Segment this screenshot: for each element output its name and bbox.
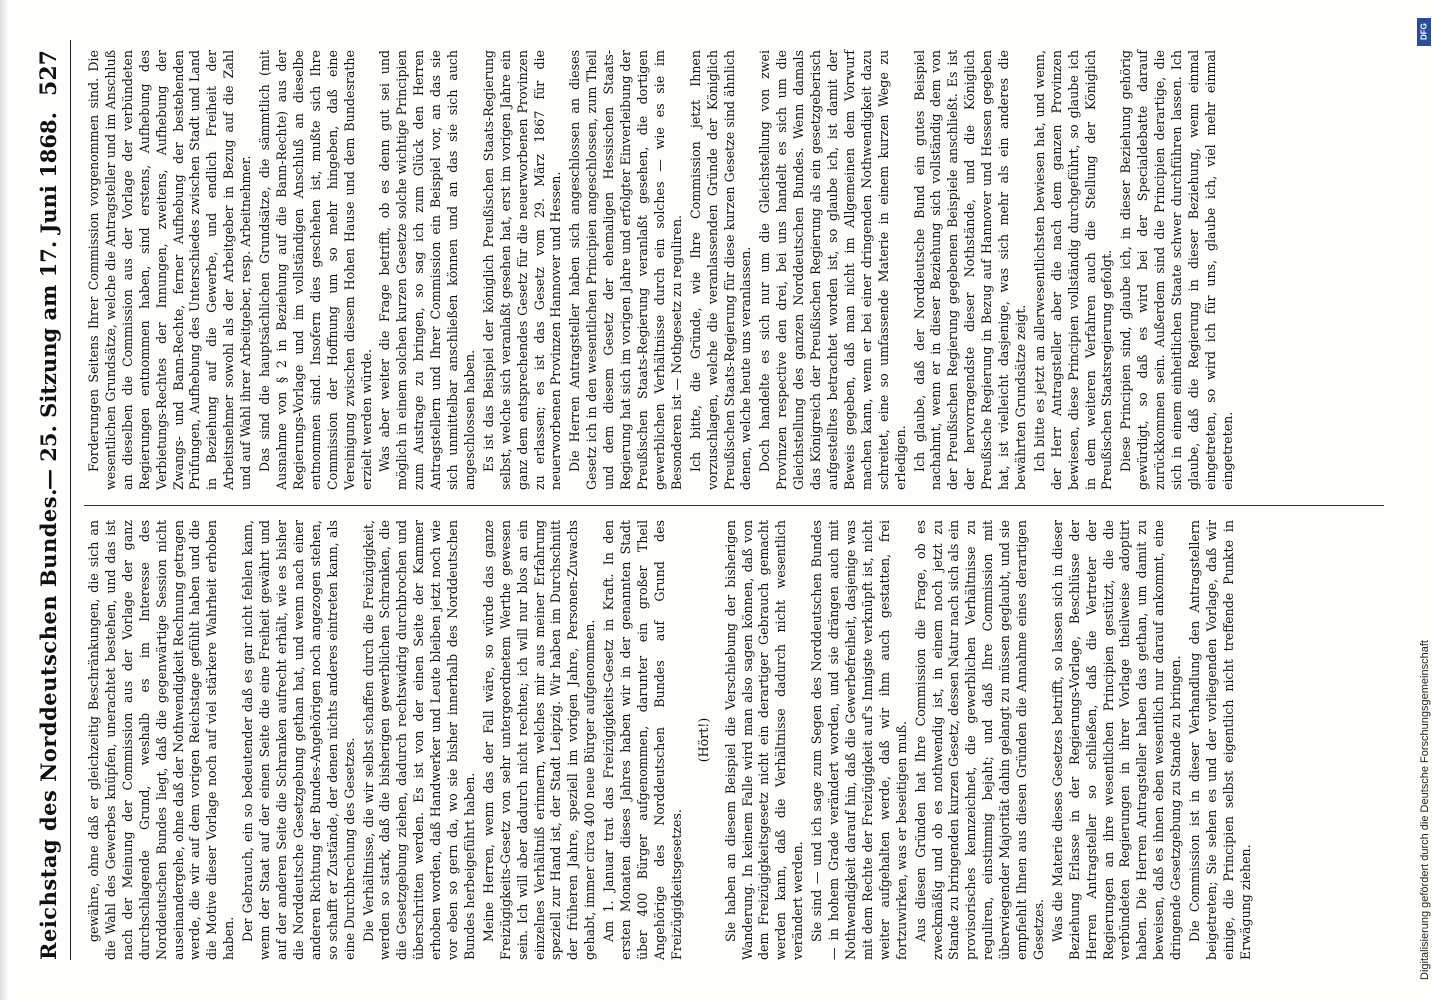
running-header-session: — 25. Sitzung am 17. Juni 1868. [36,112,61,490]
left-paragraph: gewähre, ohne daß er gleichzeitig Beschränkungen, die sich an die Wahl des Gewerbes knüpfen, unerachtet bestehen, und das ist nach der Meinung der Commission aus der Vorlage der ganz durchschlagende Grund, weshalb es im Interesse des Norddeutschen Bundes liegt, daß die gegenwärtige Session nicht auseinandergehe, ohne daß der Nothwendigkeit Rechnung getragen werde, die wir auf dem vorigen Reichstage gefühlt haben und die die Motive dieser Vorlage noch auf viel stärkere Wahrheit erhoben haben. [86,520,237,960]
right-paragraph: Diese Principien sind, glaube ich, in dieser Beziehung gehörig gewürdigt, so daß es wird bei der Specialdebatte darauf zurückkommen sein. Außerdem sind die Principien derartige, die sich in einem einheitlichen Staate schwer durchführen lassen. Ich glaube, daß die Regierung in dieser Beziehung, wenn einmal eingetreten, so wird ich für uns, glaube ich, viel mehr einmal eingetreten. [1118,50,1235,490]
left-paragraph: Der Gebrauch, ein so bedeutender daß es gar nicht fehlen kann, wenn der Staat auf der einen Seite die eine Freiheit gewährt und auf der anderen Seite die Schranken aufrecht erhält, wie es bisher die Norddeutsche Gesetzgebung gethan hat, und wenn nach einer anderen Richtung der Bundes-Angehörigen noch angezogen stehen, so schafft er Zustände, der denen nichts anderes eintreten kann, als eine Durchbrechung des Gesetzes. [240,520,357,960]
running-header-right [36,50,61,490]
right-paragraph: Doch handelte es sich nur um die Gleichstellung von zwei Provinzen respective den drei, bei uns handelt es sich um die Gleichstellung des ganzen Norddeutschen Bundes. Wenn damals das Königreich der Preußischen Regierung als ein gesetzgeberisch aufgestelltes betrachtet worden ist, so glaube ich, ist damit der Beweis gegeben, daß man nicht im Allgemeinen dem Vorwurf machen kann, wenn er bei einer dringenden Nothwendigkeit dazu schreitet, eine so umfassende Materie in einem kurzen Wege zu erledigen. [757,50,908,490]
right-paragraph: Forderungen Seitens Ihrer Commission vorgenommen sind. Die wesentlichen Grundsätze, welche die Antragsteller und im Anschluß an dieselben die Commission aus der Vorlage der verbündeten Regierungen entnommen haben, sind erstens, Aufhebung des Verbietungs-Rechtes der Innungen, zweitens, Aufhebung der Zwangs- und Bann-Rechte, ferner Aufhebung der bestehenden Prüfungen, Aufhebung des Unterschiedes zwischen Stadt und Land in Beziehung auf die Gewerbe, und endlich Freiheit der Arbeitsnehmer sowohl als der Arbeitgeber in Bezug auf die Zahl und auf Wahl ihrer Arbeitgeber, resp. Arbeitnehmer. [86,50,254,490]
left-paragraph: Die Verhältnisse, die wir selbst schaffen durch die Freizügigkeit, werden so stark, daß die bisherigen gewerblichen Schranken, die die Gesetzgebung ziehen, dadurch rechtswidrig durchbrochen und überschritten werden. Es ist von der einen Seite der Kammer erhoben worden, daß Handwerker und Leute bleiben jetzt noch wie vor eben so gern da, wo sie bisher innerhalb des Norddeutschen Bundes herbeigeführt haben. [360,520,477,960]
right-paragraph: Ich bitte es jetzt an allerwesentlichsten bewiesen hat, und wenn, der Herr Antragsteller aber die nach dem ganzen Provinzen bewiesen, diese Principien vollständig durchgeführt, so glaube ich in dem weiteren Verfahren auch die Stellung der Königlich Preußischen Staatsregierung gefolgt. [1031,50,1115,490]
left-paragraph: Aus diesen Gründen hat Ihre Commission die Frage, ob es zweckmäßig und ob es nothwendig ist, in einem noch jetzt zu Stande zu bringenden kurzen Gesetz, dessen Natur nach sich als ein provisorisches kennzeichnet, die gewerblichen Verhältnisse zu reguliren, einstimmig bejaht; und daß Ihre Commission mit überwiegender Majorität dahin gelangt zu müssen geglaubt, und sie empfiehlt Ihnen aus diesen Gründen die Annahme eines derartigen Gesetzes. [912,520,1046,960]
running-header-left: Reichstag des Norddeutschen Bundes. [36,488,61,960]
right-paragraph: Es ist das Beispiel der königlich Preußischen Staats-Regierung selbst, welche sich veranlaßt gesehen hat, erst im vorigen Jahre ein ganz dem entsprechendes Gesetz für die neuerworbenen Provinzen zu erlassen; es ist das Gesetz vom 29. März 1867 für die neuerworbenen Provinzen Hannover und Hessen. [480,50,564,490]
right-column [86,50,1239,490]
left-paragraph: Sie haben an diesem Beispiel die Verschiebung der bisherigen Wanderung. In keinem Falle wird man also sagen können, daß von dem Freizügigkeitsgesetz nicht ein derartiger Gebrauch gemacht werden kann, daß die Verhältnisse dadurch nicht wesentlich verändert werden. [722,520,806,960]
right-paragraph: Ich glaube, daß der Norddeutsche Bund ein gutes Beispiel nachahmt, wenn er in dieser Beziehung sich vollständig dem von der Preußischen Regierung gegebenen Beispiele anschließt. Es ist der hervorragendste dieser Nothstände, und die Königlich Preußische Regierung in Bezug auf Hannover und Hessen gegeben hat, ist vielleicht dasjenige, was sich mehr als ein anderes die bewährten Grundsätze zeigt. [911,50,1028,490]
right-paragraph: Was aber weiter die Frage betrifft, ob es denn gut sei und möglich in einem solchen kurzen Gesetze solche wichtige Principien zum Austrage zu bringen, so sag ich zum Glück den Herren Antragstellern und Ihrer Commission ein Beispiel vor, an das sie sich unmittelbar anschließen können und an das sie sich auch angeschlossen haben. [377,50,477,490]
scan-edge-shadow [0,0,8,1000]
left-column [86,520,1257,960]
digitization-credit: Digitalisierung gefördert durch die Deutsche Forschungsgemeinschaft [1419,640,1431,980]
left-paragraph: Am 1. Januar trat das Freizügigkeits-Gesetz in Kraft. In den ersten Monaten dieses Jahres haben wir in der genannten Stadt über 400 Bürger aufgenommen, darunter ein großer Theil Angehörige des Norddeutschen Bundes auf Grund des Freizügigkeitsgesetzes. [601,520,684,960]
right-paragraph: Ich bitte, die Gründe, wie Ihre Commission jetzt Ihnen vorzuschlagen, welche die veranlassenden Gründe der Königlich Preußischen Staats-Regierung für diese kurzen Gesetze sind ähnlich denen, welche heute uns veranlassen. [687,50,754,490]
rotated-document-sheet [26,20,1406,980]
interjection-applause: (Hört!) [695,717,711,763]
left-paragraph: Was die Materie dieses Gesetzes betrifft, so lassen sich in dieser Beziehung Erlasse in der Regierungs-Vorlage, Beschlüsse der Herren Antragsteller so schließen, daß die Vertreter der Regierungen an ihre wesentlichen Principien gestützt, die die verbündeten Regierungen in ihrer Vorlage theilweise adoptirt haben. Die Herren Antragsteller haben das gethan, um damit zu beweisen, daß es ihnen eben wesentlich nur darauf ankommt, eine dringende Gesetzgebung zu Stande zu bringen. [1049,520,1184,960]
header-rule [70,40,71,960]
column-divider [84,505,1384,506]
dfg-logo-badge: DFG [1417,18,1431,46]
page-number: 527 [36,50,62,96]
left-paragraph: Meine Herren, wenn das der Fall wäre, so würde das ganze Freizügigkeits-Gesetz von sehr untergeordnetem Werthe gewesen sein. Ich will aber dadurch nicht rechten; ich will nur blos an ein einzelnes Verhältniß erinnern, welches mir aus meiner Erfahrung speziell zur Hand ist, der Stadt Leipzig. Wir haben im Durchschnitt der früheren Jahre, speziell im vorigen Jahre, Personen-Zuwachs gehabt, immer circa 400 neue Bürger aufgenommen. [480,520,598,960]
right-paragraph: Das sind die hauptsächlichen Grundsätze, die sämmtlich (mit Ausnahme von § 2 in Beziehung auf die Bann-Rechte) aus der Regierungs-Vorlage und im vollständigen Anschluß an dieselbe entnommen sind. Insofern dies geschehen ist, mußte sich Ihre Commission der Hoffnung um so mehr hingeben, daß eine Vereinigung zwischen diesem Hohen Hause und dem Bundesrathe erzielt werden würde. [257,50,374,490]
left-paragraph: Die Commission ist in dieser Verhandlung den Antragstellern beigetreten; Sie sehen es und der vorliegenden Vorlage, daß wir einige, die Principien selbst eigentlich nicht treffende Punkte in Erwägung ziehen. [1187,520,1253,960]
left-paragraph: Sie sind — und ich sage zum Segen des Norddeutschen Bundes — in hohem Grade verändert worden, und sie drängen auch mit Nothwendigkeit darauf hin, daß die Gewerbefreiheit, dasjenige was mit dem Rechte der Freizügigkeit auf's Innigste verknüpft ist, nicht weiter aufgehalten werde, daß wir ihm auch gestatten, frei fortzuwirken, was er beseitigen muß. [809,520,909,960]
right-paragraph: Die Herren Antragsteller haben sich angeschlossen an dieses Gesetz ich in den wesentlichen Principien angeschlossen, zum Theil und dem diesem Gesetz der ehemaligen Hessischen Staats-Regierung hat sich im vorigen Jahre und erfolgter Einverleibung der Preußischen Staats-Regierung veranlaßt gesehen, die dortigen gewerblichen Verhältnisse durch ein solches — wie es sie im Besonderen ist — Nothgesetz zu reguliren. [567,50,684,490]
